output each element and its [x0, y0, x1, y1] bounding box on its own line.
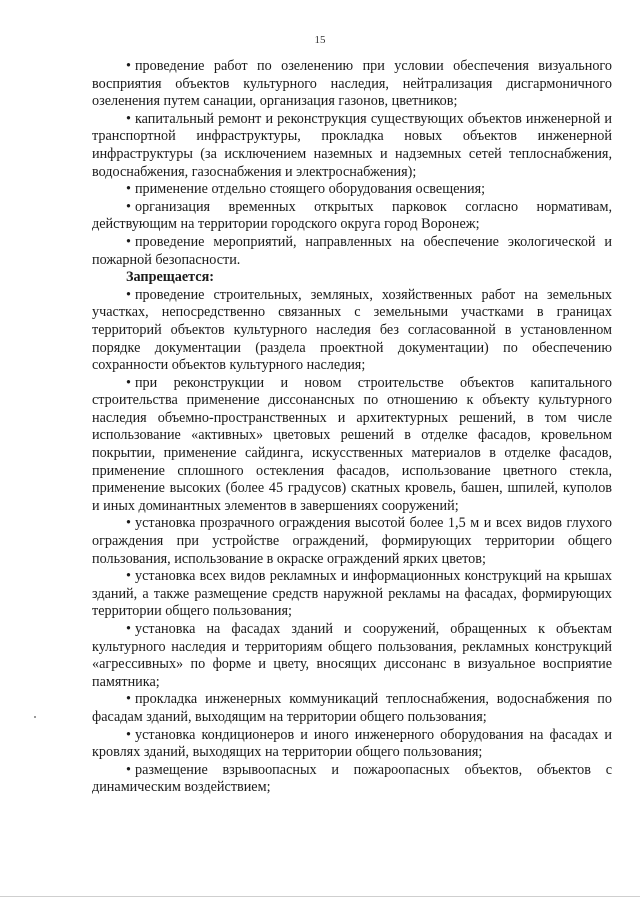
bullet-marker: • [126, 621, 131, 637]
list-item [92, 58, 612, 111]
list-item-text: установка на фасадах зданий и сооружений, обращенных к объектам культурного наследия и территориям общего пользования, рекламных конструкций «агрессивных» по форме и цвету, вносящих диссонанс в визуальное восприятие памятника; [92, 621, 612, 690]
list-item-text: организация временных открытых парковок согласно нормативам, действующим на территории городского округа город Воронеж; [92, 198, 612, 233]
list-item [92, 727, 612, 762]
list-item-text: проведение строительных, земляных, хозяйственных работ на земельных участках, непосредственно связанных с земельными участками в границах территорий объектов культурного наследия без согласованной в установленном порядке документации (раздела проектной документации) по обеспечению сохранности объектов культурного наследия; [92, 286, 612, 374]
scan-artifact-dot [34, 716, 36, 718]
bullet-marker: • [126, 198, 131, 215]
list-item-text: установка всех видов рекламных и информационных конструкций на крышах зданий, а также размещение средств наружной рекламы на фасадах, формирующих территории общего пользования; [92, 568, 612, 620]
list-item [92, 621, 612, 691]
bullet-marker: • [126, 286, 131, 303]
list-item [92, 762, 612, 797]
list-item-text: проведение работ по озеленению при условии обеспечения визуального восприятия объектов культурного наследия, нейтрализация дисгармоничного озеленения путем санации, организация газонов, цветников; [92, 58, 612, 110]
bullet-marker: • [126, 726, 131, 743]
list-item-text: применение отдельно стоящего оборудования освещения; [134, 181, 486, 198]
scan-edge-line [0, 896, 640, 897]
bullet-marker: • [126, 515, 131, 532]
bullet-marker: • [126, 110, 131, 127]
list-item-text: установка кондиционеров и иного инженерного оборудования на фасадах и кровлях зданий, выходящих на территории общего пользования; [92, 726, 612, 761]
list-item-text: капитальный ремонт и реконструкция существующих объектов инженерной и транспортной инфраструктуры, прокладка новых объектов инженерной инфраструктуры (за исключением наземных и надземных сетей теплоснабжения, водоснабжения, газоснабжения и электроснабжения); [92, 110, 612, 180]
list-item-text: при реконструкции и новом строительстве объектов капитального строительства применение диссонансных по отношению к объекту культурного наследия объемно-пространственных и архитектурных решений, в том числе использование «активных» цветовых решений в отделке фасадов, кровельном покрытии, применение сайдинга, искусственных материалов в отделке фасадов, применение сплошного остекления фасадов, использование цветного стекла, применение высоких (более 45 градусов) скатных кровель, башен, шпилей, куполов и иных доминантных элементов в завершениях сооружений; [92, 374, 612, 514]
list-item [92, 691, 612, 726]
bullet-marker: • [126, 761, 131, 778]
list-item [92, 375, 612, 516]
document-body [92, 58, 612, 797]
bullet-marker: • [126, 374, 131, 391]
bullet-marker: • [126, 58, 131, 74]
bullet-marker: • [126, 691, 131, 708]
bullet-marker: • [126, 568, 131, 585]
list-item [92, 111, 612, 181]
list-item [92, 568, 612, 621]
page-number: 15 [314, 34, 326, 46]
list-item [92, 181, 612, 199]
list-item-text: проведение мероприятий, направленных на обеспечение экологической и пожарной безопасности. [92, 233, 612, 268]
list-item-text: прокладка инженерных коммуникаций теплоснабжения, водоснабжения по фасадам зданий, выходящим на территории общего пользования; [92, 691, 612, 725]
list-item [92, 199, 612, 234]
section-heading: Запрещается: [126, 269, 214, 286]
list-item-text: установка прозрачного ограждения высотой более 1,5 м и всех видов глухого ограждения при устройстве ограждений, формирующих территории общего пользования, использование в окраске ограждений ярких цветов; [92, 515, 612, 567]
list-item [92, 287, 612, 375]
list-item [92, 234, 612, 269]
list-item-text: размещение взрывоопасных и пожароопасных объектов, объектов с динамическим воздействием; [92, 761, 612, 796]
list-item [92, 515, 612, 568]
bullet-marker: • [126, 181, 131, 198]
bullet-marker: • [126, 233, 131, 250]
